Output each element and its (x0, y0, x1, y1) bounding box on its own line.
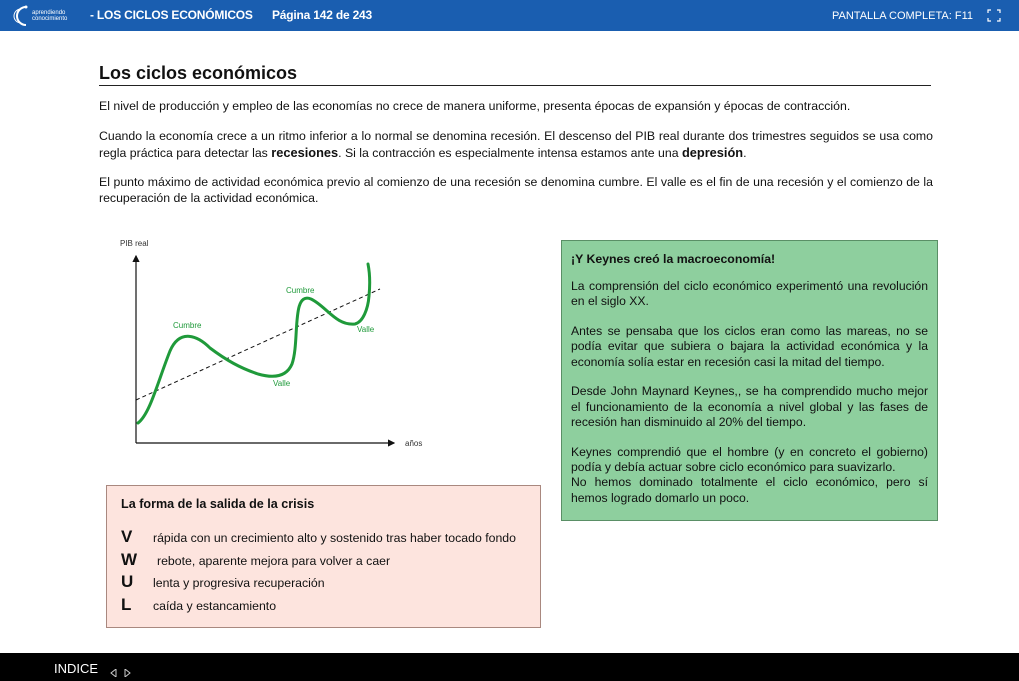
list-item (121, 572, 526, 595)
keynes-box-title: ¡Y Keynes creó la macroeconomía! (571, 252, 776, 266)
page-indicator: Página 142 de 243 (272, 8, 372, 22)
fullscreen-icon[interactable] (987, 9, 1001, 22)
keynes-paragraph-4b: No hemos dominado totalmente el ciclo económico, pero sí hemos logrado domarlo un poco. (571, 475, 928, 505)
crisis-box-title: La forma de la salida de la crisis (121, 497, 315, 511)
paragraph-peak-trough: El punto máximo de actividad económica previo al comienzo de una recesión se denomina cumbre. El valle es el fin de una recesión y el comienzo de la recuperación de la actividad económica. (99, 175, 933, 205)
trough-label-1: Valle (273, 379, 291, 388)
shape-description: caída y estancamiento (153, 598, 277, 613)
list-item (121, 527, 526, 550)
keynes-paragraph-2: Antes se pensaba que los ciclos eran como las mareas, no se podía evitar que subiera o bajara la actividad económica y la economía solía estar en recesión casi la mitad del tiempo. (571, 324, 928, 369)
logo-icon[interactable] (12, 4, 74, 28)
economic-cycle-diagram (110, 236, 440, 454)
cycle-curve (138, 264, 370, 423)
logo-text: aprendiendo conocimiento (32, 10, 68, 22)
shape-letter: V (121, 527, 133, 546)
term-depresion: depresión (681, 144, 744, 160)
shape-description: rápida con un crecimiento alto y sostenido tras haber tocado fondo (153, 531, 516, 545)
shape-letter: W (121, 549, 138, 569)
prev-page-icon[interactable] (110, 664, 117, 672)
paragraph-recession: Cuando la economía crece a un ritmo inferior a lo normal se denomina recesión. El descenso del PIB real durante dos trimestres seguidos se usa como regla práctica para detectar las recesiones. Si la contracción es especialmente intensa estamos ante una depresión. (99, 129, 933, 160)
shape-letter: L (121, 594, 132, 614)
trough-label-2: Valle (357, 325, 375, 334)
x-axis-label: años (405, 439, 423, 448)
paragraph-intro: El nivel de producción y empleo de las economías no crece de manera uniforme, presenta épocas de expansión y épocas de contracción. (99, 99, 851, 113)
index-button[interactable]: INDICE (54, 661, 99, 676)
top-bar (0, 0, 1019, 31)
keynes-info-box (561, 240, 938, 521)
shape-description: lenta y progresiva recuperación (153, 576, 325, 590)
page-title: Los ciclos económicos (99, 63, 298, 83)
peak-label-2: Cumbre (286, 286, 315, 295)
keynes-paragraph-4a: Keynes comprendió que el hombre (y en concreto el gobierno) podía y debía actuar sobre ciclo económico para suavizarlo. (571, 444, 928, 475)
shape-description: rebote, aparente mejora para volver a caer (157, 553, 391, 568)
title-divider (99, 85, 931, 86)
list-item (121, 595, 526, 618)
next-page-icon[interactable] (124, 664, 131, 672)
crisis-shapes-box (106, 485, 541, 628)
term-recesiones: recesiones (271, 144, 339, 160)
keynes-paragraph-4 (571, 445, 928, 506)
document-title: - LOS CICLOS ECONÓMICOS (90, 8, 253, 22)
bottom-bar (0, 653, 1019, 681)
y-axis-label: PIB real (120, 239, 149, 248)
keynes-paragraph-1: La comprensión del ciclo económico experimentó una revolución en el siglo XX. (571, 279, 928, 309)
peak-label-1: Cumbre (173, 321, 202, 330)
fullscreen-label[interactable]: PANTALLA COMPLETA: F11 (831, 10, 973, 22)
shape-letter: U (121, 572, 134, 591)
keynes-paragraph-3: Desde John Maynard Keynes,, se ha comprendido mucho mejor el funcionamiento de la economía a nivel global y las fases de recesión han disminuido al 20% del tiempo. (571, 384, 928, 430)
list-item (121, 550, 526, 573)
